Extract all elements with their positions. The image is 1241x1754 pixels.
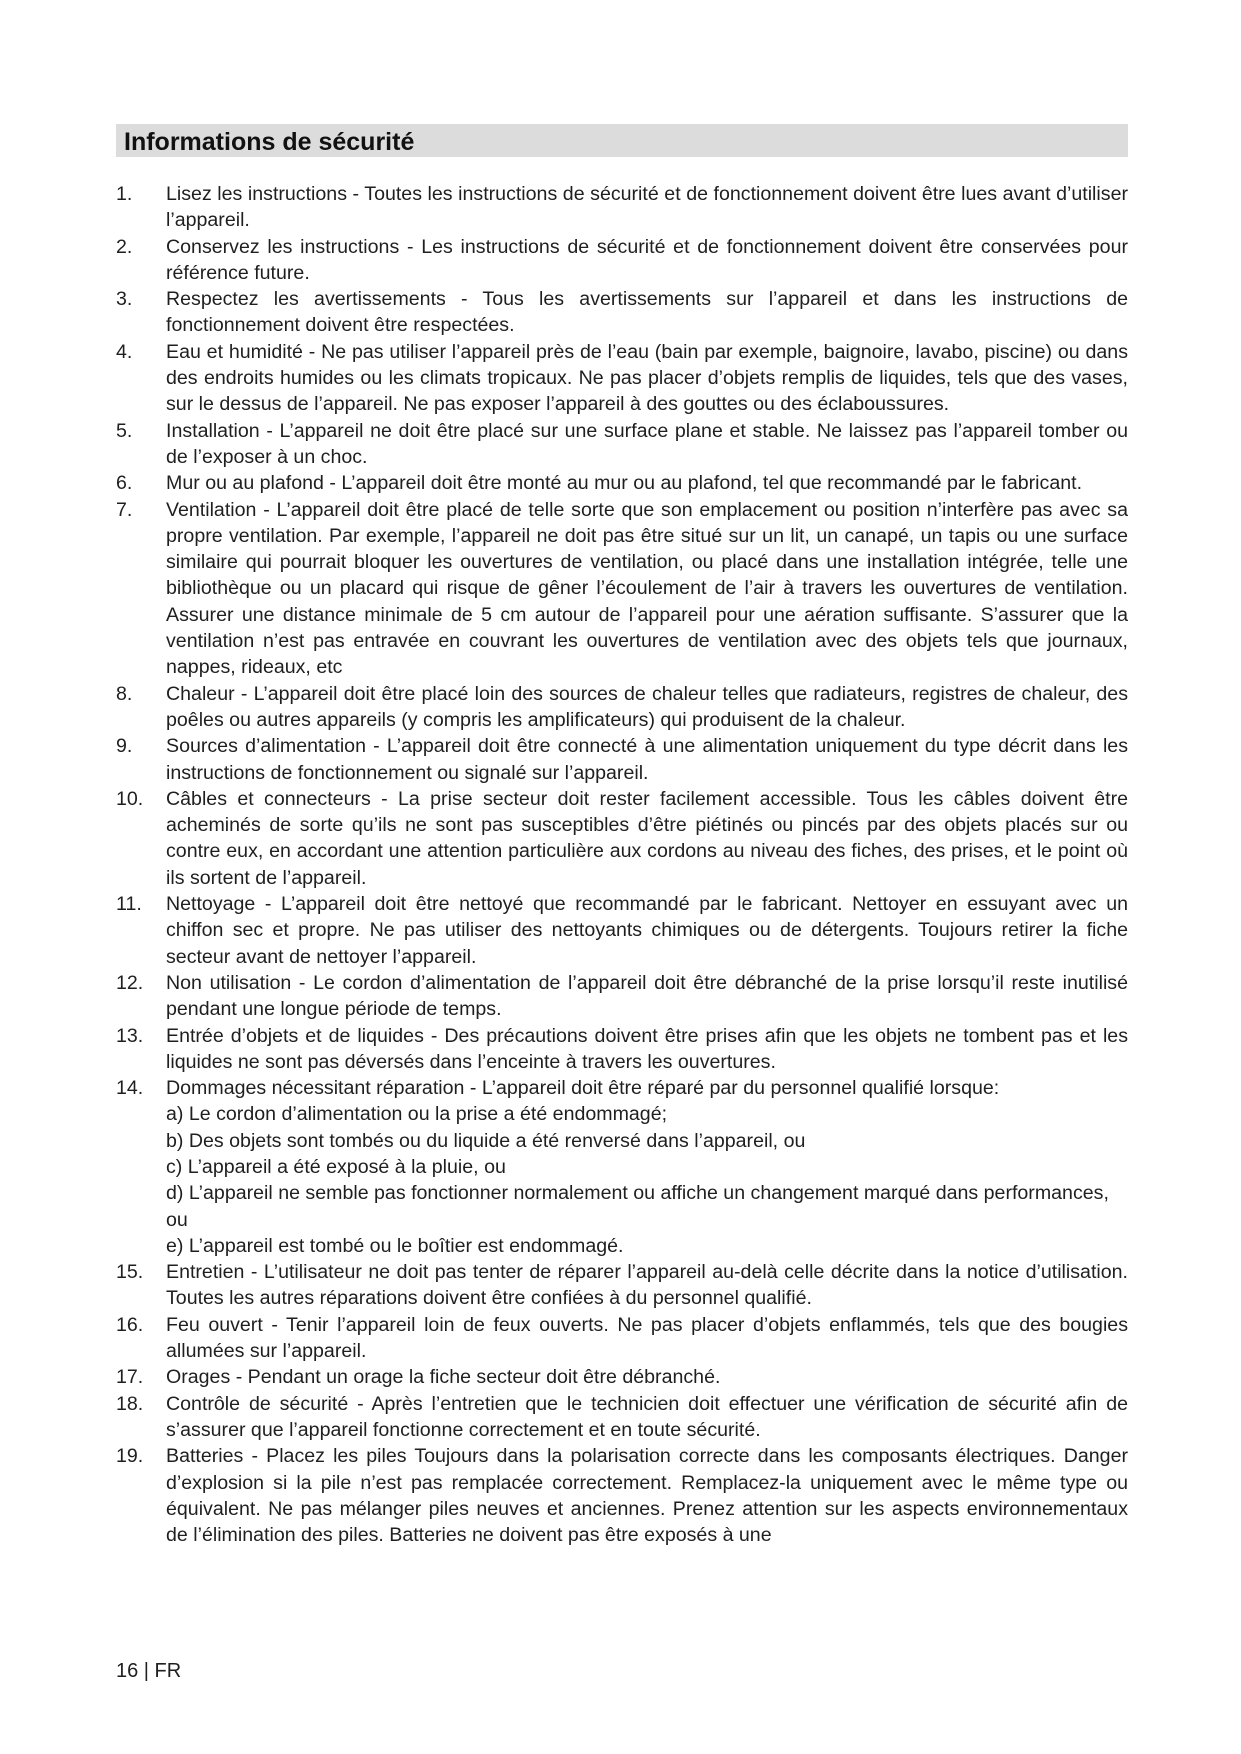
item-number: 19. — [116, 1445, 144, 1468]
item-number: 7. — [116, 498, 133, 521]
list-item — [116, 1259, 1128, 1312]
item-text: Orages - Pendant un orage la fiche secteur doit être débranché. — [166, 1366, 721, 1389]
sub-item: e) L’appareil est tombé ou le boîtier est endommagé. — [166, 1234, 624, 1257]
item-number: 13. — [116, 1024, 144, 1047]
item-number: 10. — [116, 787, 144, 810]
list-item — [116, 970, 1128, 1023]
item-number: 16. — [116, 1313, 144, 1336]
item-number: 1. — [116, 183, 133, 205]
safety-instructions-list — [116, 181, 1128, 1548]
item-text: Chaleur - L’appareil doit être placé loin des sources de chaleur telles que radiateurs, registres de chaleur, des poêles ou autres appareils (y compris les amplificateurs) qui produisent de la chaleur. — [166, 682, 1128, 731]
sub-item: b) Des objets sont tombés ou du liquide a été renversé dans l’appareil, ou — [166, 1129, 806, 1152]
item-text: Sources d’alimentation - L’appareil doit être connecté à une alimentation uniquement du type décrit dans les instructions de fonctionnement ou signalé sur l’appareil. — [166, 735, 1128, 784]
item-number: 18. — [116, 1392, 144, 1415]
list-item — [116, 181, 1128, 234]
list-item — [116, 681, 1128, 734]
item-text: Dommages nécessitant réparation - L’appareil doit être réparé par du personnel qualifié lorsque: — [166, 1077, 1000, 1100]
item-number: 3. — [116, 288, 133, 311]
item-text: Installation - L’appareil ne doit être placé sur une surface plane et stable. Ne laissez pas l’appareil tomber ou de l’exposer à un choc. — [166, 419, 1128, 468]
item-text: Nettoyage - L’appareil doit être nettoyé que recommandé par le fabricant. Nettoyer en essuyant avec un chiffon sec et propre. Ne pas utiliser des nettoyants chimiques ou de détergents. Toujours retirer la fiche secteur avant de nettoyer l’appareil. — [166, 893, 1128, 968]
list-item — [116, 234, 1128, 287]
item-number: 15. — [116, 1261, 144, 1284]
item-number: 8. — [116, 682, 133, 705]
item-text: Batteries - Placez les piles Toujours dans la polarisation correcte dans les composants électriques. Danger d’explosion si la pile n’est pas remplacée correctement. Remplacez-la uniquement avec le même type ou équivalent. Ne pas mélanger piles neuves et anciennes. Prenez attention sur les aspects environnementaux de l’élimination des piles. Batteries ne doivent pas être exposés à une — [166, 1445, 1128, 1547]
list-item — [116, 339, 1128, 418]
list-item — [116, 286, 1128, 339]
item-text: Conservez les instructions - Les instructions de sécurité et de fonctionnement doivent être conservées pour référence future. — [166, 235, 1128, 284]
item-number: 11. — [116, 893, 142, 916]
item-text: Non utilisation - Le cordon d’alimentation de l’appareil doit être débranché de la prise lorsqu’il reste inutilisé pendant une longue période de temps. — [166, 971, 1128, 1021]
item-text: Entrée d’objets et de liquides - Des précautions doivent être prises afin que les objets ne tombent pas et les liquides ne sont pas déversés dans l’enceinte à travers les ouvertures. — [166, 1024, 1128, 1073]
list-item — [116, 470, 1128, 496]
item-number: 4. — [116, 340, 133, 363]
sub-item: a) Le cordon d’alimentation ou la prise a été endommagé; — [166, 1103, 668, 1126]
item-number: 12. — [116, 971, 144, 994]
item-text: Feu ouvert - Tenir l’appareil loin de feux ouverts. Ne pas placer d’objets enflammés, tels que des bougies allumées sur l’appareil. — [166, 1313, 1128, 1363]
list-item — [116, 1443, 1128, 1548]
page-number: 16 | FR — [116, 1660, 182, 1682]
list-item — [116, 1075, 1128, 1259]
item-number: 5. — [116, 419, 133, 442]
list-item — [116, 1312, 1128, 1365]
item-number: 6. — [116, 472, 133, 495]
item-text: Lisez les instructions - Toutes les instructions de sécurité et de fonctionnement doivent être lues avant d’utiliser l’appareil. — [166, 183, 1128, 232]
list-item — [116, 1023, 1128, 1076]
list-item — [116, 733, 1128, 786]
list-item — [116, 786, 1128, 891]
item-text: Entretien - L’utilisateur ne doit pas tenter de réparer l’appareil au-delà celle décrite dans la notice d’utilisation. Toutes les autres réparations doivent être confiées à du personnel qualifié. — [166, 1261, 1128, 1310]
item-text: Câbles et connecteurs - La prise secteur doit rester facilement accessible. Tous les câbles doivent être acheminés de sorte qu’ils ne sont pas susceptibles d’être piétinés ou pincés par des objets placés sur ou contre eux, en accordant une attention particulière aux cordons au niveau des fiches, des prises, et le point où ils sortent de l’appareil. — [166, 787, 1128, 889]
list-item — [116, 497, 1128, 681]
list-item — [116, 418, 1128, 471]
item-number: 14. — [116, 1077, 144, 1100]
list-item — [116, 891, 1128, 970]
item-number: 17. — [116, 1366, 144, 1389]
item-text: Mur ou au plafond - L’appareil doit être monté au mur ou au plafond, tel que recommandé par le fabricant. — [166, 472, 1083, 495]
sub-item: d) L’appareil ne semble pas fonctionner normalement ou affiche un changement marqué dans performances, ou — [166, 1182, 1109, 1231]
item-number: 2. — [116, 235, 133, 258]
list-item — [116, 1391, 1128, 1444]
item-text: Respectez les avertissements - Tous les avertissements sur l’appareil et dans les instructions de fonctionnement doivent être respectées. — [166, 288, 1128, 337]
sub-item: c) L’appareil a été exposé à la pluie, ou — [166, 1155, 506, 1178]
item-number: 9. — [116, 735, 133, 758]
list-item — [116, 1364, 1128, 1390]
item-text: Eau et humidité - Ne pas utiliser l’appareil près de l’eau (bain par exemple, baignoire, lavabo, piscine) ou dans des endroits humides ou les climats tropicaux. Ne pas placer d’objets remplis de liquides, tels que des vases, sur le dessus de l’appareil. Ne pas exposer l’appareil à des gouttes ou des éclaboussures. — [166, 340, 1128, 416]
page-title: Informations de sécurité — [116, 124, 1128, 157]
item-text: Contrôle de sécurité - Après l’entretien que le technicien doit effectuer une vérification de sécurité afin de s’assurer que l’appareil fonctionne correctement et en toute sécurité. — [166, 1392, 1128, 1441]
item-text: Ventilation - L’appareil doit être placé de telle sorte que son emplacement ou position n’interfère pas avec sa propre ventilation. Par exemple, l’appareil ne doit pas être situé sur un lit, un canapé, un tapis ou une surface similaire qui pourrait bloquer les ouvertures de ventilation, ou placé dans une installation intégrée, telle une bibliothèque ou un placard qui risque de gêner l’écoulement de l’air à travers les ouvertures de ventilation. Assurer une distance minimale de 5 cm autour de l’appareil pour une aération suffisante. S’assurer que la ventilation n’est pas entravée en couvrant les ouvertures de ventilation avec des objets tels que journaux, nappes, rideaux, etc — [166, 498, 1128, 679]
